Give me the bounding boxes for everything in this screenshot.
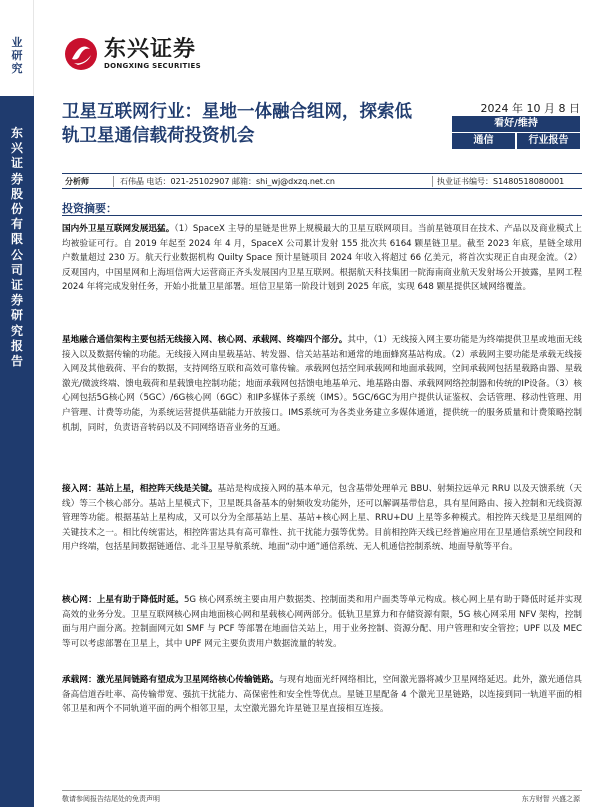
summary-heading: 投资摘要： <box>62 202 117 215</box>
paragraph-body: 与现有地面光纤网络相比，空间激光器将减少卫星网络延迟。此外，激光通信具备高信道吞吐率、高传输带宽、强抗干扰能力、高保密性和安全性等优点。星链卫星配备 4 个激光卫星链路，以连接到同一轨道平面的相邻卫星和两个不同轨道平面的两个相邻卫星，太空激光器允许星链卫星直接相互连接。 <box>62 675 582 715</box>
footer-divider <box>62 790 582 791</box>
paragraph-lead: 核心网：上星有助于降低时延。 <box>62 595 184 605</box>
paragraph-lead: 星地融合通信架构主要包括无线接入网、核心网、承载网、终端四个部分。 <box>62 335 348 345</box>
paragraph-lead: 国内外卫星互联网发展迅猛。 <box>62 224 175 234</box>
analyst-row <box>62 173 582 189</box>
paragraph-body: 基站是构成接入网的基本单元，包含基带处理单元 BBU、射频拉远单元 RRU 以及天馈系统（天线）等三个核心部分。基站上星模式下，卫星既具备基本的射频收发功能外，还可以解调基带信息，具有星间路由、接入控制和无线资源管理等功能。根据基站上星构成，又可以分为全部基站上星、基站+核心网上星、RRU+DU 上星等多种模式。相控阵天线是卫星组网的关键技术之一。相比传统雷达，相控阵雷达具有高可靠性、抗干扰能力强等优势。目前相控阵天线已经普遍应用在卫星通信系统空间段和用户终端，包括星间数据链通信、北斗卫星导航系统、地面“动中通”通信系统、无人机通信控制系统、地面导航等平台。 <box>62 484 582 553</box>
summary-divider <box>62 215 582 216</box>
report-title: 卫星互联网行业：星地一体融合组网，探索低轨卫星通信载荷投资机会 <box>62 102 412 146</box>
paragraph-body: 5G 核心网系统主要由用户数据类、控制面类和用户面类等单元构成。核心网上星有助于降低时延并实现高效的业务分发。卫星互联网核心网由地面核心网和星载核心网两部分。低轨卫星算力和存储资源有限，5G 核心网采用 NFV 架构，控制面与用户面分离。控制面网元如 SMF 与 PCF 等部署在地面信关站上，用于业务控制、资源分配、用户管理和安全管控；UPF 以及 MEC 等可以考虑部署在卫星上，其中 UPF 网元主要负责用户数据流量的转发。 <box>62 595 582 649</box>
paragraph-lead: 承载网：激光星间链路有望成为卫星网络核心传输链路。 <box>62 675 279 685</box>
summary-paragraph-5 <box>62 673 582 717</box>
sidebar-banner <box>0 96 34 807</box>
paragraph-body: （1）SpaceX 主导的星链是世界上规模最大的卫星互联网项目。当前星链项目在技术、产品以及商业模式上均被验证可行。自 2019 年起至 2024 年 4 月，SpaceX 公司累计发射 155 批次共 6164 颗星链卫星。截至 2023 年底，星链全球用户数量超过 230 万。航天行业数据机构 Quilty Space 预计星链项目 2024 年收入将超过 66 亿美元，将首次实现正自由现金流。（2）反观国内，中国星网和上海垣信两大运营商正齐头发展国内卫星互联网。根据航天科技集团一院海南商业航天发射场公开披露，星网工程 2024 年将完成发射任务，开始小批量卫星部署。垣信卫星第一阶段计划到 2025 年底，实现 648 颗星提供区域网络覆盖。 <box>62 224 582 293</box>
rating-badge: 看好/维持 <box>452 116 580 132</box>
summary-paragraph-3 <box>62 482 582 555</box>
analyst-info: 石伟晶 电话：021-25102907 邮箱：shi_wj@dxzq.net.cn <box>120 176 335 186</box>
report-date: 2024 年 10 月 8 日 <box>480 102 580 115</box>
paragraph-body: 其中，（1）无线接入网主要功能是为终端提供卫星或地面无线接入以及数据传输的功能。无线接入网由星载基站、转发器、信关站基站和通常的地面蜂窝基站构成。（2）承载网主要功能是承载无线接入网及其他载荷、平台的数据，支持网络互联和高效可靠传输。承载网包括空间承载网和地面承载网，空间承载网包括星载路由器、星载激光/微波终端、馈电载荷和星载馈电控制功能；地面承载网包括馈电地基单元、地基路由器、承载网网络控制器和传统的IP设备。（3）核心网包括5G核心网（5GC）/6G核心网（6GC）和IP多媒体子系统（IMS）。5GC/6GC为用户提供认证鉴权、会话管理、移动性管理、用户管理、计费等功能，为系统运营提供基础能力开放接口。IMS系统可为各类业务建立多媒体通道，提供统一的服务质量和计费策略控制机制，同时，负责语音转码以及不同网络语音业务的互通。 <box>62 335 582 433</box>
footer-slogan: 东方财智 兴盛之源 <box>521 795 580 803</box>
sidebar-vertical-text: 东兴证券股份有限公司证券研究报告 <box>10 126 23 369</box>
sidebar-top-label: 业研究 <box>11 36 23 75</box>
tag-report-type: 行业报告 <box>517 133 580 149</box>
paragraph-lead: 接入网：基站上星，相控阵天线是关键。 <box>62 484 218 494</box>
logo-name-en: DONGXING SECURITIES <box>104 61 201 70</box>
summary-paragraph-2 <box>62 333 582 435</box>
analyst-cert: 执业证书编号：S1480518080001 <box>432 176 582 187</box>
tag-industry: 通信 <box>452 133 515 149</box>
logo-mark-icon <box>64 37 98 71</box>
footer-disclaimer: 敬请参阅报告结尾处的免责声明 <box>62 795 160 803</box>
sidebar-top <box>0 0 34 96</box>
summary-paragraph-1 <box>62 222 582 295</box>
logo-name-cn: 东兴证券 <box>104 36 197 62</box>
report-tags <box>452 133 580 149</box>
company-logo <box>64 36 201 72</box>
summary-paragraph-4 <box>62 593 582 651</box>
analyst-label: 分析师 <box>62 176 114 187</box>
